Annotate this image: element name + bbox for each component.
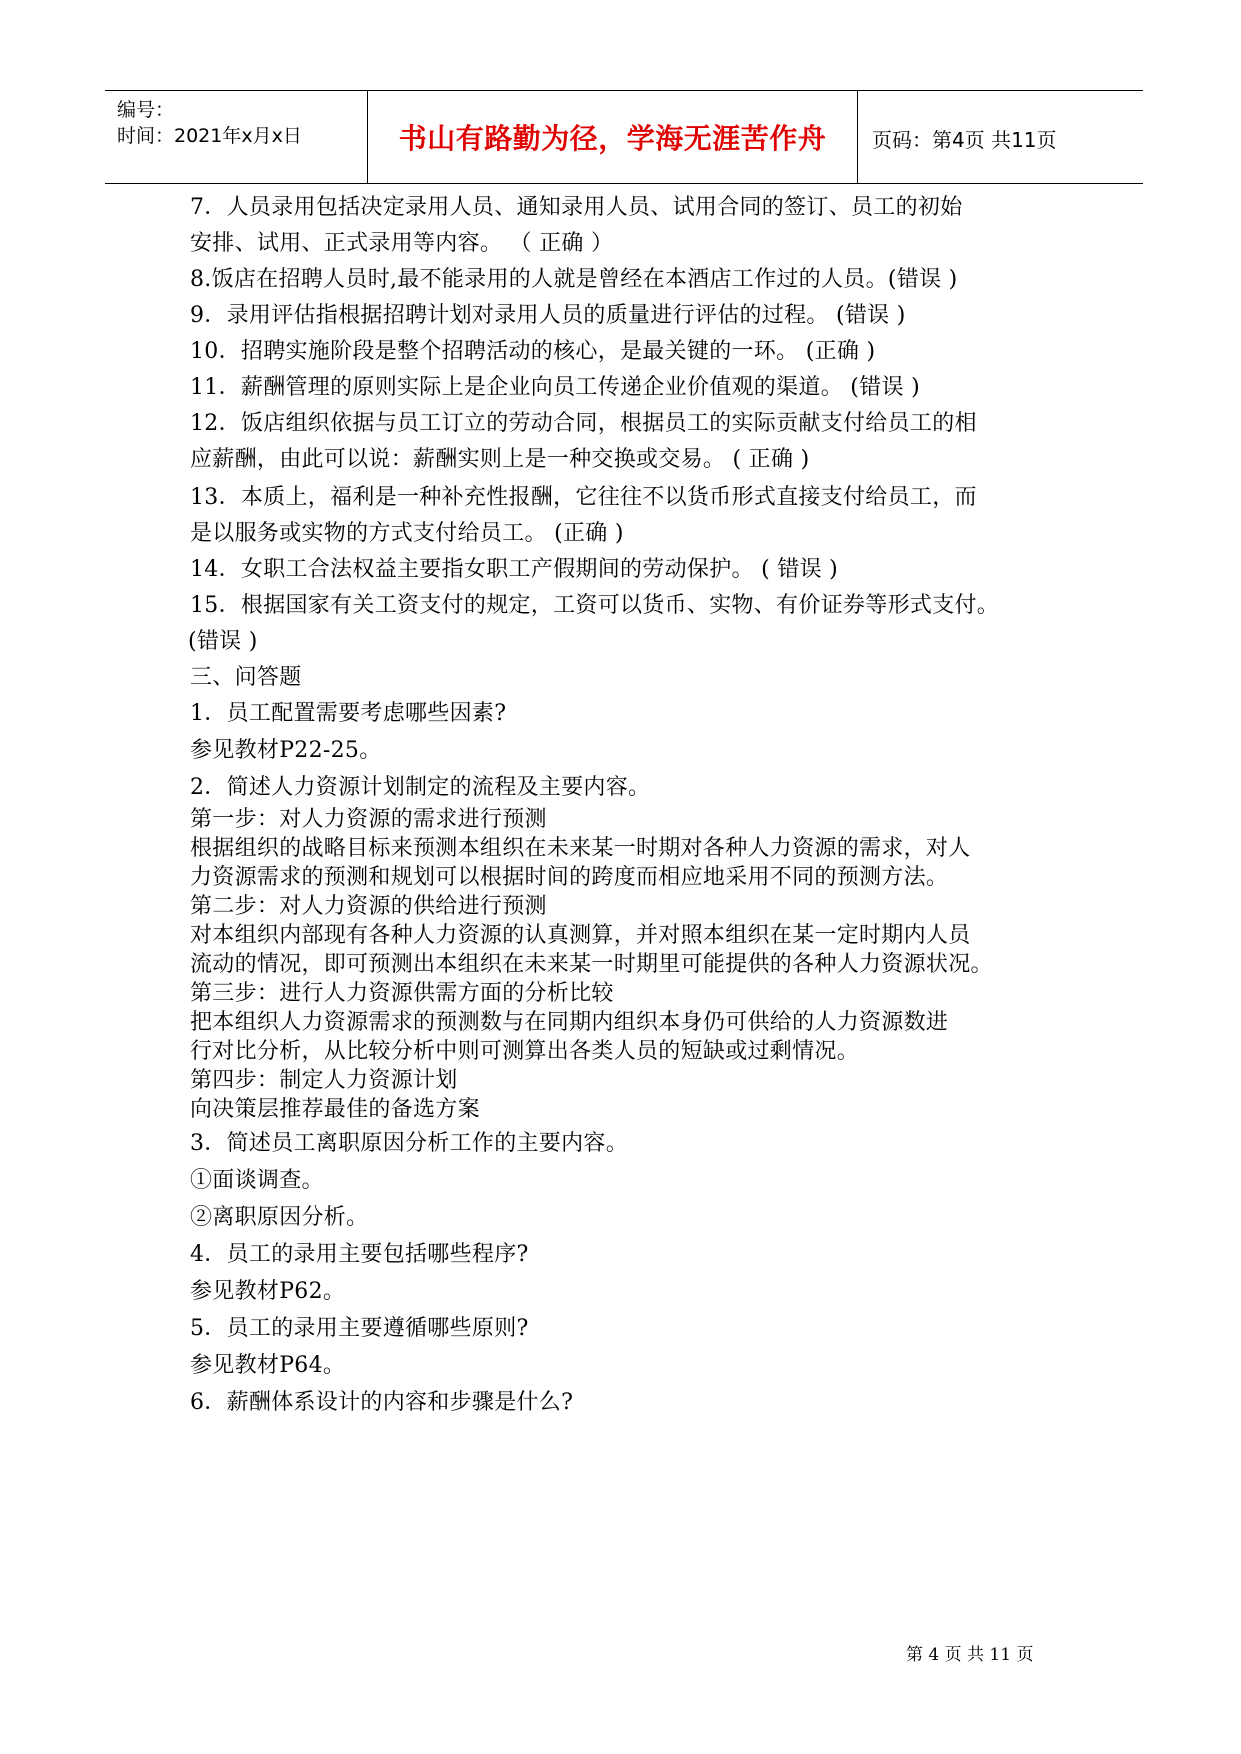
text-line: 第二步：对人力资源的供给进行预测 (190, 894, 547, 919)
text-line: 行对比分析，从比较分析中则可测算出各类人员的短缺或过剩情况。 (190, 1039, 860, 1064)
header-page-cell (858, 91, 1143, 183)
text-line: 12．饭店组织依据与员工订立的劳动合同，根据员工的实际贡献支付给员工的相 (190, 411, 977, 436)
text-line: ②离职原因分析。 (190, 1205, 369, 1230)
header-meta-cell (105, 91, 368, 183)
text-line: 第一步：对人力资源的需求进行预测 (190, 807, 547, 832)
text-line: 第四步：制定人力资源计划 (190, 1068, 458, 1093)
text-line: 3．简述员工离职原因分析工作的主要内容。 (190, 1131, 628, 1156)
text-line: 向决策层推荐最佳的备选方案 (190, 1097, 480, 1122)
header-motto-cell (368, 91, 858, 183)
text-line: 7．人员录用包括决定录用人员、通知录用人员、试用合同的签订、员工的初始 (190, 195, 963, 220)
text-line: 8.饭店在招聘人员时,最不能录用的人就是曾经在本酒店工作过的人员。(错误 ) (190, 267, 958, 292)
text-line: 力资源需求的预测和规划可以根据时间的跨度而相应地采用不同的预测方法。 (190, 865, 949, 890)
text-line: 第三步：进行人力资源供需方面的分析比较 (190, 981, 614, 1006)
time-label: 时间：2021年x月x日 (117, 125, 302, 147)
text-line: 是以服务或实物的方式支付给员工。 (正确 ) (190, 521, 624, 546)
text-line: 应薪酬，由此可以说：薪酬实则上是一种交换或交易。 ( 正确 ) (190, 447, 810, 472)
text-line: 根据组织的战略目标来预测本组织在未来某一时期对各种人力资源的需求，对人 (190, 836, 971, 861)
text-line: 1．员工配置需要考虑哪些因素? (190, 701, 507, 726)
text-line: 安排、试用、正式录用等内容。 （ 正确 ） (190, 231, 614, 256)
text-line: 参见教材P62。 (190, 1279, 346, 1304)
serial-number-label: 编号： (117, 99, 175, 121)
text-line: 把本组织人力资源需求的预测数与在同期内组织本身仍可供给的人力资源数进 (190, 1010, 949, 1035)
text-line: 13．本质上，福利是一种补充性报酬，它往往不以货币形式直接支付给员工，而 (190, 485, 977, 510)
page-footer: 第 4 页 共 11 页 (906, 1645, 1034, 1665)
section-heading: 三、问答题 (190, 665, 302, 690)
text-line: (错误 ) (188, 629, 258, 654)
text-line: 9．录用评估指根据招聘计划对录用人员的质量进行评估的过程。 (错误 ) (190, 303, 906, 328)
text-line: ①面谈调查。 (190, 1168, 324, 1193)
motto-text: 书山有路勤为径，学海无涯苦作舟 (398, 122, 827, 155)
page-header (105, 90, 1143, 184)
text-line: 14．女职工合法权益主要指女职工产假期间的劳动保护。 ( 错误 ) (190, 557, 839, 582)
text-line: 4．员工的录用主要包括哪些程序? (190, 1242, 529, 1267)
text-line: 流动的情况，即可预测出本组织在未来某一时期里可能提供的各种人力资源状况。 (190, 952, 993, 977)
text-line: 参见教材P22-25。 (190, 738, 382, 763)
text-line: 2．简述人力资源计划制定的流程及主要内容。 (190, 775, 651, 800)
text-line: 参见教材P64。 (190, 1353, 346, 1378)
text-line: 6．薪酬体系设计的内容和步骤是什么? (190, 1390, 574, 1415)
page-number-label: 页码：第4页 共11页 (872, 128, 1057, 152)
text-line: 11．薪酬管理的原则实际上是企业向员工传递企业价值观的渠道。 (错误 ) (190, 375, 920, 400)
text-line: 10．招聘实施阶段是整个招聘活动的核心，是最关键的一环。 (正确 ) (190, 339, 876, 364)
text-line: 15．根据国家有关工资支付的规定，工资可以货币、实物、有价证券等形式支付。 (190, 593, 1000, 618)
text-line: 对本组织内部现有各种人力资源的认真测算，并对照本组织在某一定时期内人员 (190, 923, 971, 948)
text-line: 5．员工的录用主要遵循哪些原则? (190, 1316, 529, 1341)
